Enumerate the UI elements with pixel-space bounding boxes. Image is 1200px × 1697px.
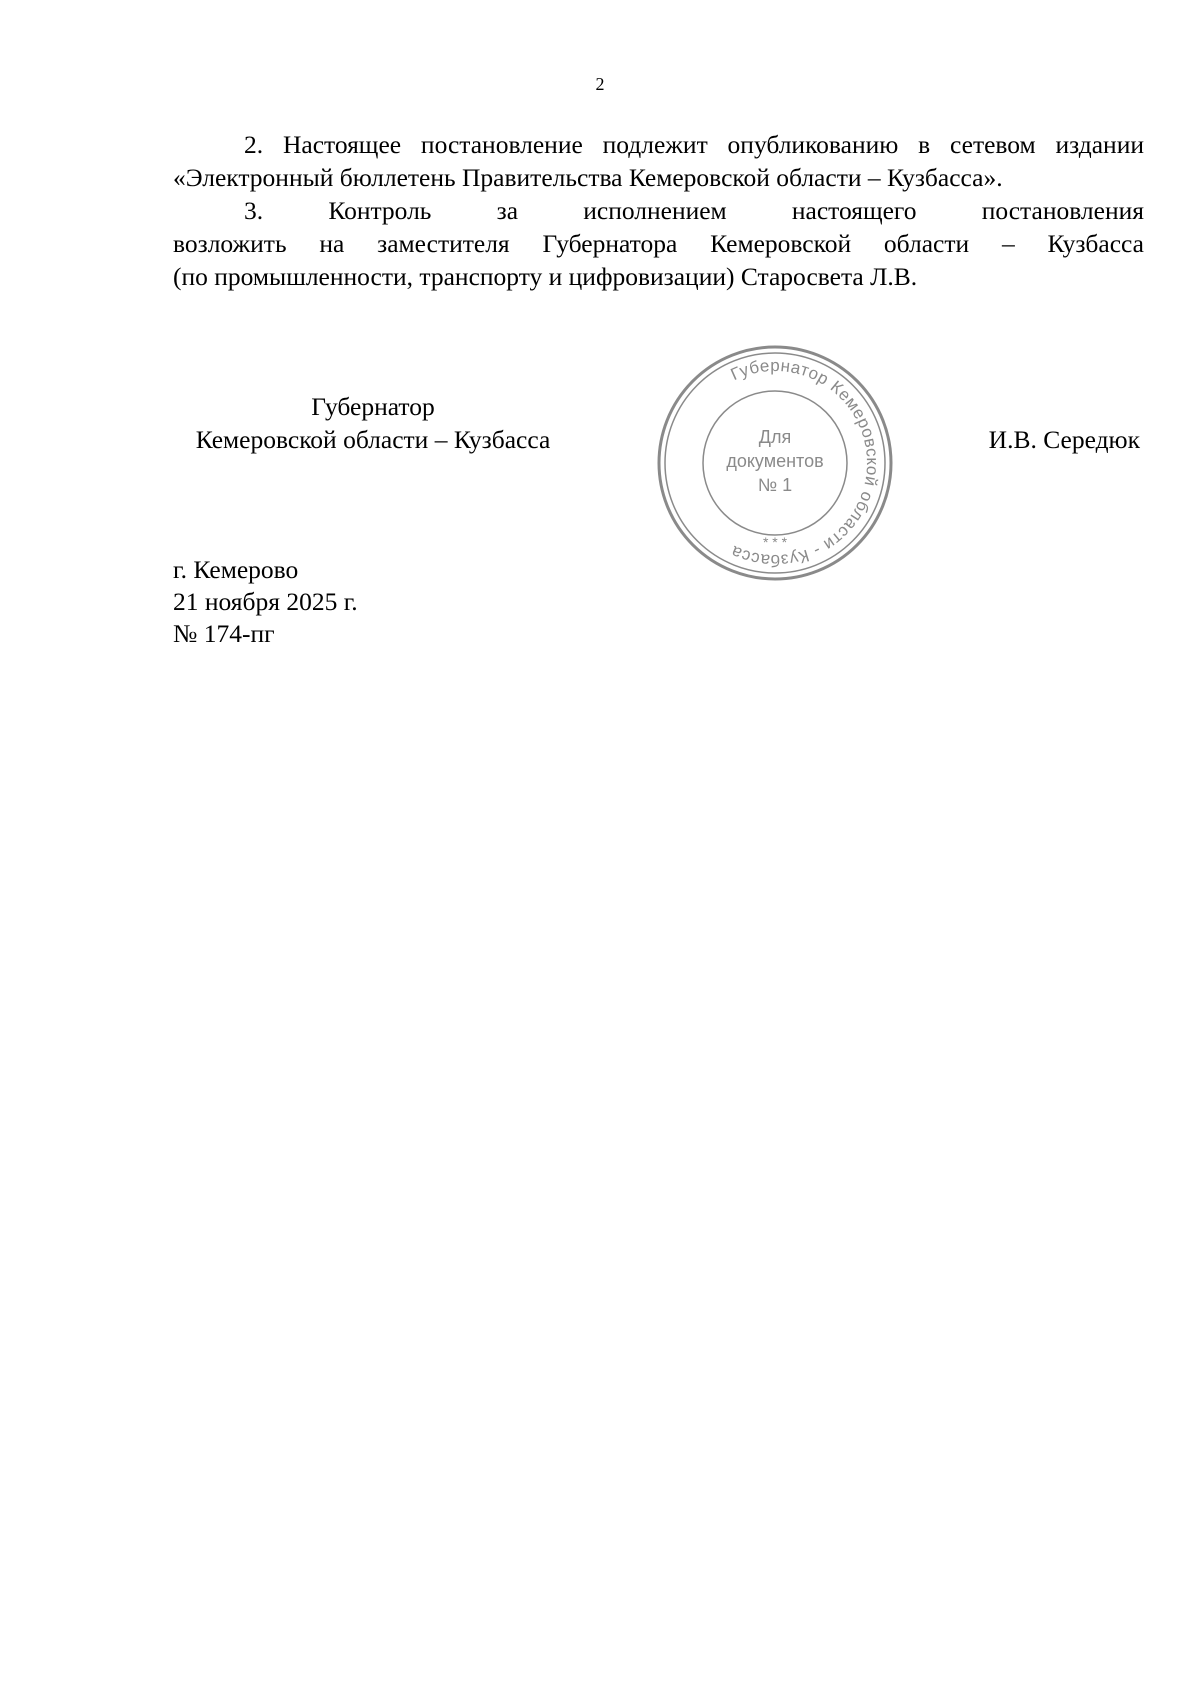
paragraph-3-second-line: возложить на заместителя Губернатора Кемеровской области – Кузбасса	[173, 229, 1144, 258]
seal-stars: * * *	[762, 534, 788, 550]
document-city: г. Кемерово	[173, 555, 299, 584]
paragraph-2-second-line: «Электронный бюллетень Правительства Кемеровской области – Кузбасса».	[173, 163, 1003, 192]
signatory-name: И.В. Середюк	[988, 425, 1140, 454]
seal-center-line2: документов	[726, 451, 824, 471]
paragraph-2-first-line: 2. Настоящее постановление подлежит опубликованию в сетевом издании	[244, 130, 1144, 159]
signatory-position	[158, 390, 588, 456]
document-date: 21 ноября 2025 г.	[173, 587, 358, 616]
seal-ring-text: Губернатор Кемеровской области - Кузбасса	[727, 355, 883, 571]
signatory-position-line2: Кемеровской области – Кузбасса	[195, 425, 551, 454]
place-and-date-block	[173, 554, 358, 650]
paragraph-3-first-line: 3. Контроль за исполнением настоящего постановления	[244, 196, 1144, 225]
document-number: № 174-пг	[173, 619, 275, 648]
official-seal-stamp	[655, 343, 895, 583]
seal-center-line3: № 1	[757, 475, 793, 495]
signatory-position-line1: Губернатор	[311, 392, 435, 421]
paragraph-3-third-line: (по промышленности, транспорту и цифровизации) Старосвета Л.В.	[173, 262, 918, 291]
seal-graphic	[655, 343, 895, 583]
page-number: 2	[595, 74, 605, 94]
document-body	[173, 128, 1144, 293]
seal-center-line1: Для	[758, 427, 792, 447]
